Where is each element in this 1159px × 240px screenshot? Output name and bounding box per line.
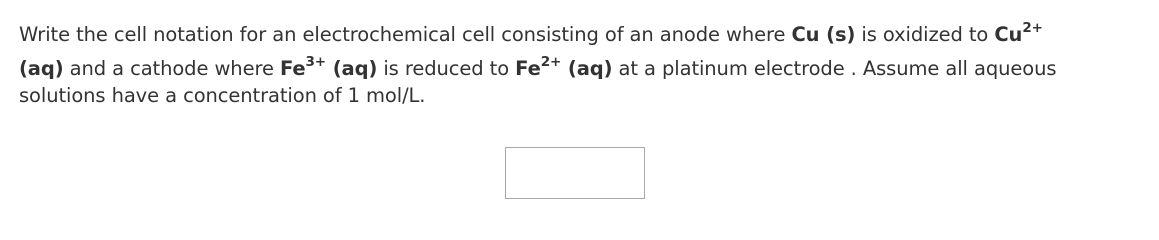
anode-reactant: Cu (s) — [791, 23, 856, 46]
question-prompt — [19, 18, 1139, 109]
anode-product — [994, 20, 1043, 46]
cathode-product-state: (aq) — [561, 57, 613, 80]
question-text: is oxidized to — [855, 23, 995, 46]
anode-product-symbol: Cu — [994, 23, 1023, 46]
cathode-product-symbol: Fe — [515, 57, 541, 80]
question-text: Write the cell notation for an electrochemical cell consisting of an anode where — [19, 23, 792, 46]
cathode-reactant — [279, 54, 378, 80]
cathode-reactant-state: (aq) — [326, 57, 378, 80]
question-text: and a cathode where — [63, 57, 280, 80]
question-text: is reduced to — [377, 57, 516, 80]
answer-input[interactable] — [505, 147, 645, 199]
question-line-2 — [19, 52, 1139, 86]
cathode-product-charge: 2+ — [540, 54, 562, 70]
question-line-3 — [19, 83, 1139, 109]
question-text: solutions have a concentration of 1 mol/L. — [19, 84, 426, 107]
cathode-product — [515, 54, 613, 80]
anode-product-state: (aq) — [19, 57, 64, 80]
cathode-reactant-charge: 3+ — [305, 54, 327, 70]
anode-product-charge: 2+ — [1022, 20, 1043, 36]
question-line-1 — [19, 18, 1139, 52]
cathode-reactant-symbol: Fe — [279, 57, 306, 80]
question-text: at a platinum electrode . Assume all aqueous — [612, 57, 1057, 80]
